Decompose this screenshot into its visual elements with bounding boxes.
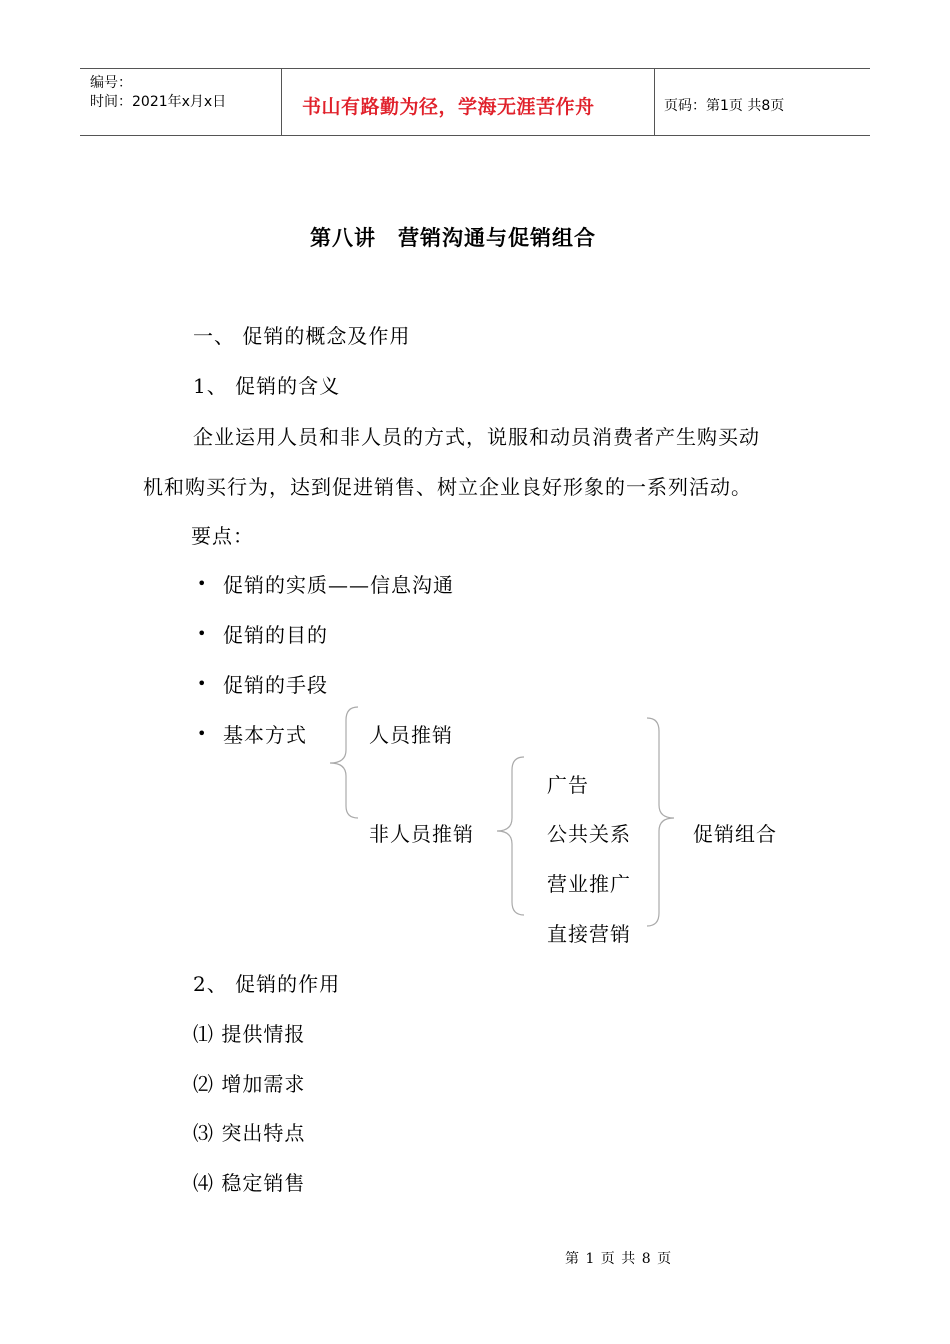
function-text: 突出特点: [221, 1121, 306, 1145]
bullet-item: 促销的目的: [223, 623, 328, 647]
non-personal-item: 广告: [547, 773, 589, 797]
subsection-heading-functions: 2、 促销的作用: [193, 972, 341, 996]
page-info: 页码：第1页 共8页: [664, 98, 785, 114]
function-number: ⑵: [193, 1072, 214, 1096]
bullet-item-basic-methods: 基本方式: [223, 723, 307, 747]
non-personal-item: 公共关系: [547, 822, 631, 846]
function-item: [193, 1018, 305, 1047]
function-text: 稳定销售: [221, 1171, 306, 1195]
bullet-item: 促销的实质——信息沟通: [223, 573, 454, 597]
bullet-item: 促销的手段: [223, 673, 328, 697]
function-text: 提供情报: [221, 1022, 306, 1046]
promotion-mix: 促销组合: [693, 822, 777, 846]
page-title: 第八讲 营销沟通与促销组合: [310, 226, 596, 250]
non-personal-item: 营业推广: [547, 872, 631, 896]
bullet-dot: •: [197, 724, 207, 743]
time-label: 时间：2021年x月x日: [90, 94, 227, 110]
bullet-dot: •: [197, 624, 207, 643]
definition-line-2: 机和购买行为，达到促进销售、树立企业良好形象的一系列活动。: [143, 475, 752, 499]
bullet-dot: •: [197, 674, 207, 693]
definition-line-1: 企业运用人员和非人员的方式，说服和动员消费者产生购买动: [193, 425, 760, 449]
method-personal-selling: 人员推销: [369, 723, 453, 747]
function-number: ⑶: [193, 1121, 214, 1145]
function-text: 增加需求: [221, 1072, 306, 1096]
method-non-personal-selling: 非人员推销: [369, 822, 474, 846]
function-item: [193, 1117, 305, 1146]
serial-label: 编号：: [90, 75, 132, 91]
section-heading: 一、 促销的概念及作用: [193, 324, 411, 348]
bullet-dot: •: [197, 574, 207, 593]
non-personal-item: 直接营销: [547, 922, 631, 946]
left-brace-non-personal: [497, 757, 524, 915]
function-item: [193, 1068, 305, 1097]
left-brace-basic: [330, 707, 358, 818]
page-footer: 第 1 页 共 8 页: [565, 1251, 673, 1267]
function-number: ⑷: [193, 1171, 214, 1195]
key-points-label: 要点：: [191, 524, 254, 548]
subsection-heading-meaning: 1、 促销的含义: [193, 374, 341, 398]
motto: 书山有路勤为径，学海无涯苦作舟: [302, 96, 595, 118]
function-item: [193, 1167, 305, 1196]
right-brace-combo: [647, 718, 674, 926]
function-number: ⑴: [193, 1022, 214, 1046]
